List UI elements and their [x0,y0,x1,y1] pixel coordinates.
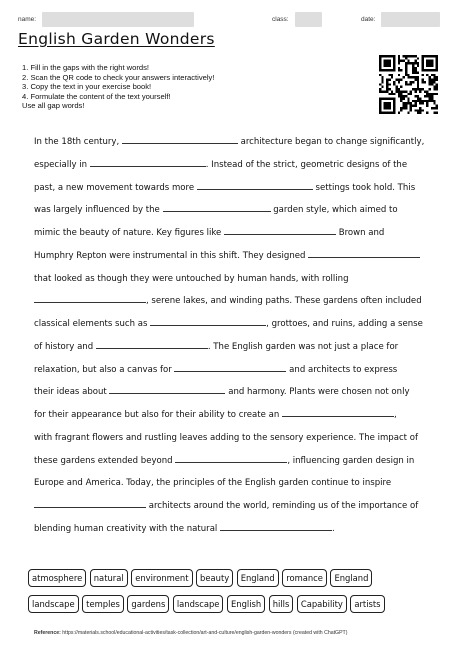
text-segment: architects around the world, reminding us of the importance of [146,501,419,511]
text-segment: , [393,410,397,420]
text-line [34,381,432,404]
text-line [34,154,432,177]
word-chip[interactable]: natural [90,569,128,587]
word-bank-row-2 [28,595,438,613]
word-chip[interactable]: English [227,595,265,613]
text-line [34,313,432,336]
text-segment: especially in [34,159,90,170]
gap-blank[interactable] [163,203,271,212]
page-title: English Garden Wonders [18,30,215,48]
class-input[interactable] [295,12,322,27]
text-line [34,472,432,495]
text-segment: Brown and [335,228,385,238]
gap-blank[interactable] [224,226,336,235]
text-line [34,495,432,518]
text-segment: their ideas about [34,387,110,398]
text-line [34,336,432,359]
text-segment: for their appearance but also for their ability to create an [34,410,282,420]
word-chip[interactable]: Capability [297,595,347,613]
name-field [18,11,194,27]
gap-blank[interactable] [122,135,238,144]
text-segment: architecture began to change significantly, [237,137,425,147]
reference-text: https://materials.school/educational-activities/task-collection/art-and-culture/english-garden-wonders (created with ChatGPT) [62,630,348,636]
text-line [34,427,432,450]
date-input[interactable] [381,12,440,27]
text-segment: past, a new movement towards more [34,182,197,193]
instruction-item: 2. Scan the QR code to check your answers interactively! [22,72,215,82]
text-segment: these gardens extended beyond [34,455,176,466]
text-segment: , serene lakes, and winding paths. These gardens often included [146,296,422,307]
word-chip[interactable]: hills [269,595,294,613]
gap-blank[interactable] [34,294,146,303]
word-chip[interactable]: romance [282,569,327,587]
instruction-item: 1. Fill in the gaps with the right words! [22,63,150,72]
text-segment: settings took hold. This [312,182,416,193]
name-label: name: [18,15,37,23]
text-segment: In the 18th century, [34,137,122,147]
gap-blank[interactable] [150,317,266,326]
text-segment: with fragrant flowers and rustling leaves adding to the sensory experience. The impact of [34,432,418,443]
class-field [272,11,322,27]
date-label: date: [361,15,376,23]
instruction-item: Use all gap words! [22,101,85,111]
text-line [34,222,432,245]
word-chip[interactable]: landscape [173,595,224,613]
word-chip[interactable]: atmosphere [28,569,86,587]
text-line [34,359,432,382]
text-segment: Humphry Repton were instrumental in this shift. They designed [34,250,309,261]
text-line [34,177,432,200]
date-field [361,11,440,27]
gap-blank[interactable] [174,363,286,372]
gap-blank[interactable] [197,181,313,190]
header-row [18,11,442,27]
word-chip[interactable]: environment [131,569,192,587]
text-line [34,245,432,268]
text-segment: classical elements such as [34,319,151,329]
word-chip[interactable]: gardens [127,595,169,613]
text-segment: of history and [34,341,96,352]
text-segment: was largely influenced by the [34,205,163,216]
instruction-item: 3. Copy the text in your exercise book! [22,82,152,92]
text-segment: Europe and America. Today, the principles of the English garden continue to inspire [34,478,392,489]
text-line [34,518,432,541]
word-chip[interactable]: landscape [28,595,79,613]
instruction-item: 4. Formulate the content of the text yourself! [22,91,171,101]
text-line [34,404,432,427]
instructions-list [22,63,214,111]
gap-blank[interactable] [96,340,208,349]
text-segment: , influencing garden design in [287,455,415,466]
word-chip[interactable]: England [330,569,372,587]
cloze-text [34,131,432,541]
gap-blank[interactable] [220,522,332,531]
text-segment: . [332,523,335,534]
text-segment: that looked as though they were untouched by human hands, with rolling [34,273,349,284]
text-line [34,268,432,291]
text-segment: mimic the beauty of nature. Key figures like [34,228,224,238]
text-segment: relaxation, but also a canvas for [34,364,175,375]
gap-blank[interactable] [34,499,146,508]
gap-blank[interactable] [282,408,394,417]
qr-code-icon[interactable] [379,55,438,114]
gap-blank[interactable] [175,454,287,463]
text-segment: garden style, which aimed to [270,205,398,216]
gap-blank[interactable] [308,249,420,258]
text-segment: and harmony. Plants were chosen not only [225,387,410,398]
text-segment: . Instead of the strict, geometric designs of the [205,159,408,170]
text-segment: , grottoes, and ruins, adding a sense [266,319,423,329]
reference [34,630,347,636]
text-segment: and architects to express [286,364,398,375]
text-line [34,199,432,222]
word-chip[interactable]: artists [350,595,384,613]
text-line [34,450,432,473]
gap-blank[interactable] [109,385,225,394]
text-line [34,131,432,154]
reference-label: Reference: [34,630,61,636]
gap-blank[interactable] [90,158,206,167]
name-input[interactable] [42,12,194,27]
word-chip[interactable]: temples [82,595,124,613]
text-line [34,290,432,313]
word-chip[interactable]: England [237,569,279,587]
text-segment: blending human creativity with the natural [34,523,221,534]
text-segment: . The English garden was not just a place for [207,341,399,352]
word-bank-row-1 [28,569,438,587]
class-label: class: [272,15,289,23]
word-chip[interactable]: beauty [196,569,233,587]
